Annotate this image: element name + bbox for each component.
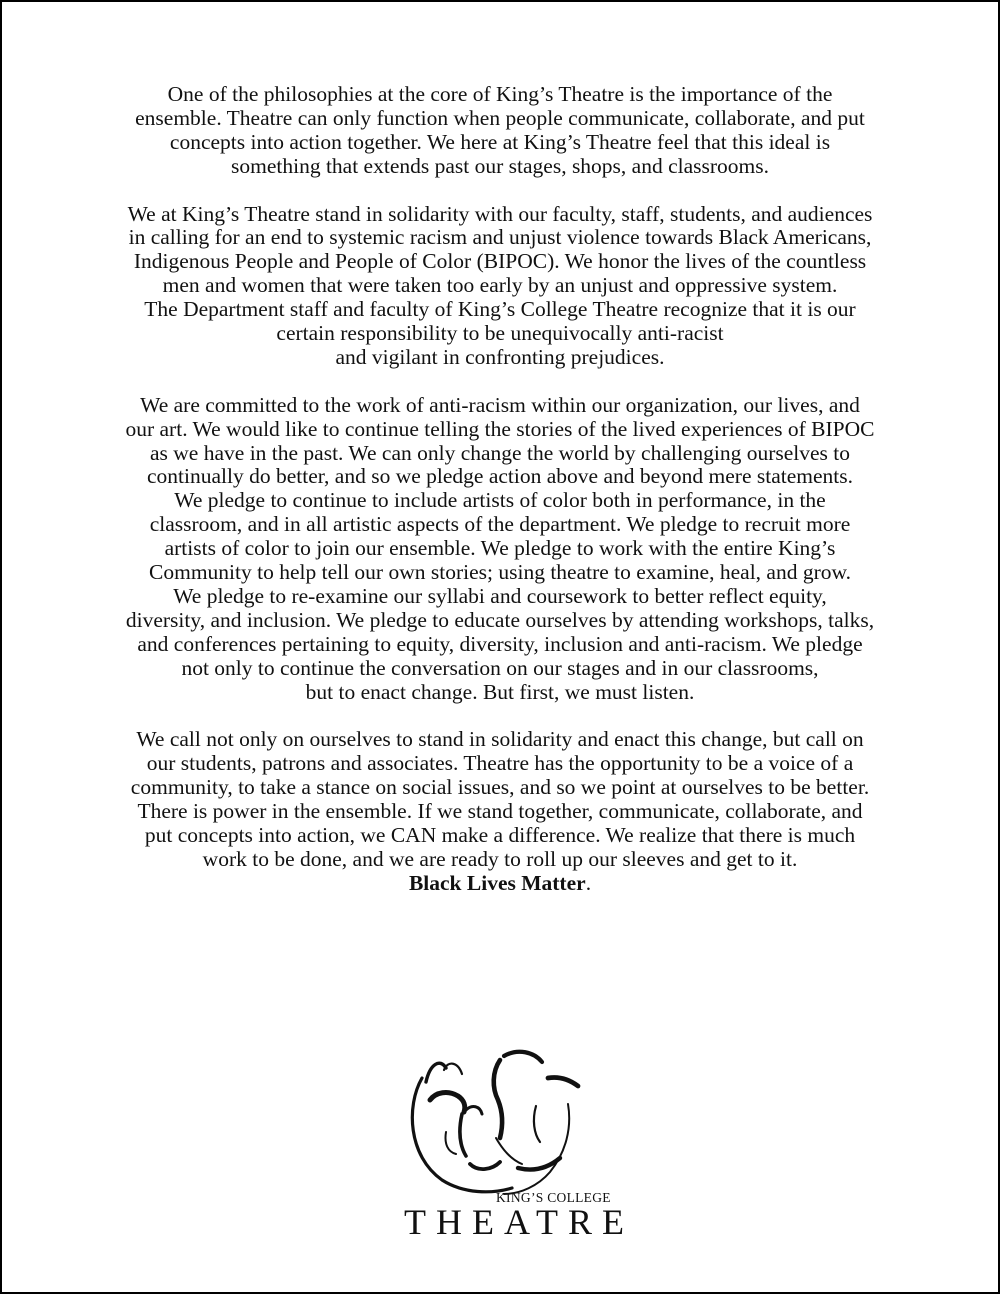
text-line: One of the philosophies at the core of King’s Theatre is the importance of the — [167, 82, 833, 106]
text-line: our students, patrons and associates. Theatre has the opportunity to be a voice of a — [146, 751, 854, 776]
text-line: There is power in the ensemble. If we stand together, communicate, collaborate, and — [137, 799, 863, 824]
text-line: classroom, and in all artistic aspects of the department. We pledge to recruit more — [149, 512, 851, 537]
text-line: artists of color to join our ensemble. We pledge to work with the entire King’s — [164, 536, 836, 561]
text-line: in calling for an end to systemic racism and unjust violence towards Black Americans, — [128, 225, 872, 250]
text-line: We are committed to the work of anti-racism within our organization, our lives, and — [140, 392, 860, 417]
text-line: certain responsibility to be unequivocally anti-racist — [276, 321, 724, 346]
paragraph-commitment — [62, 394, 938, 705]
theatre-masks-icon — [400, 1048, 620, 1198]
text-line: Indigenous People and People of Color (BIPOC). We honor the lives of the countless — [133, 249, 867, 274]
text-line: and vigilant in confronting prejudices. — [335, 344, 665, 369]
text-line: put concepts into action, we CAN make a difference. We realize that there is much — [144, 823, 856, 848]
text-line: We call not only on ourselves to stand in solidarity and enact this change, but call on — [136, 727, 864, 752]
text-line: Community to help tell our own stories; using theatre to examine, heal, and grow. — [149, 560, 851, 585]
logo-college-text: KING’S COLLEGE — [496, 1190, 611, 1205]
text-line: The Department staff and faculty of King’s College Theatre recognize that it is our — [144, 297, 856, 322]
closing-statement: Black Lives Matter — [408, 870, 586, 895]
text-line: community, to take a stance on social issues, and so we point at ourselves to be better. — [130, 775, 870, 800]
closing-period: . — [585, 870, 592, 895]
closing-line — [62, 872, 938, 896]
text-line: our art. We would like to continue telling the stories of the lived experiences of BIPOC — [125, 416, 875, 441]
logo-theatre-text: THEATRE — [404, 1202, 634, 1242]
statement-body — [62, 83, 938, 896]
kings-college-theatre-logo — [400, 1048, 634, 1248]
text-line: We pledge to continue to include artists of color both in performance, in the — [174, 488, 826, 513]
text-line: work to be done, and we are ready to roll up our sleeves and get to it. — [202, 846, 798, 871]
paragraph-call-to-action — [62, 728, 938, 895]
text-line: We at King’s Theatre stand in solidarity with our faculty, staff, students, and audiences — [127, 201, 873, 226]
text-line: as we have in the past. We can only change the world by challenging ourselves to — [150, 440, 850, 465]
text-line: and conferences pertaining to equity, diversity, inclusion and anti-racism. We pledge — [137, 631, 863, 656]
text-line: something that extends past our stages, shops, and classrooms. — [230, 153, 770, 178]
text-line: but to enact change. But first, we must listen. — [305, 679, 695, 704]
paragraph-ensemble — [62, 83, 938, 179]
text-line: men and women that were taken too early by an unjust and oppressive system. — [162, 273, 838, 298]
text-line: not only to continue the conversation on our stages and in our classrooms, — [181, 655, 819, 680]
paragraph-solidarity — [62, 203, 938, 370]
text-line: concepts into action together. We here at King’s Theatre feel that this ideal is — [169, 129, 831, 154]
text-line: ensemble. Theatre can only function when people communicate, collaborate, and put — [135, 105, 865, 130]
text-line: We pledge to re-examine our syllabi and coursework to better reflect equity, — [173, 584, 827, 608]
text-line: continually do better, and so we pledge action above and beyond mere statements. — [146, 464, 854, 489]
text-line: diversity, and inclusion. We pledge to educate ourselves by attending workshops, talks, — [125, 607, 875, 632]
